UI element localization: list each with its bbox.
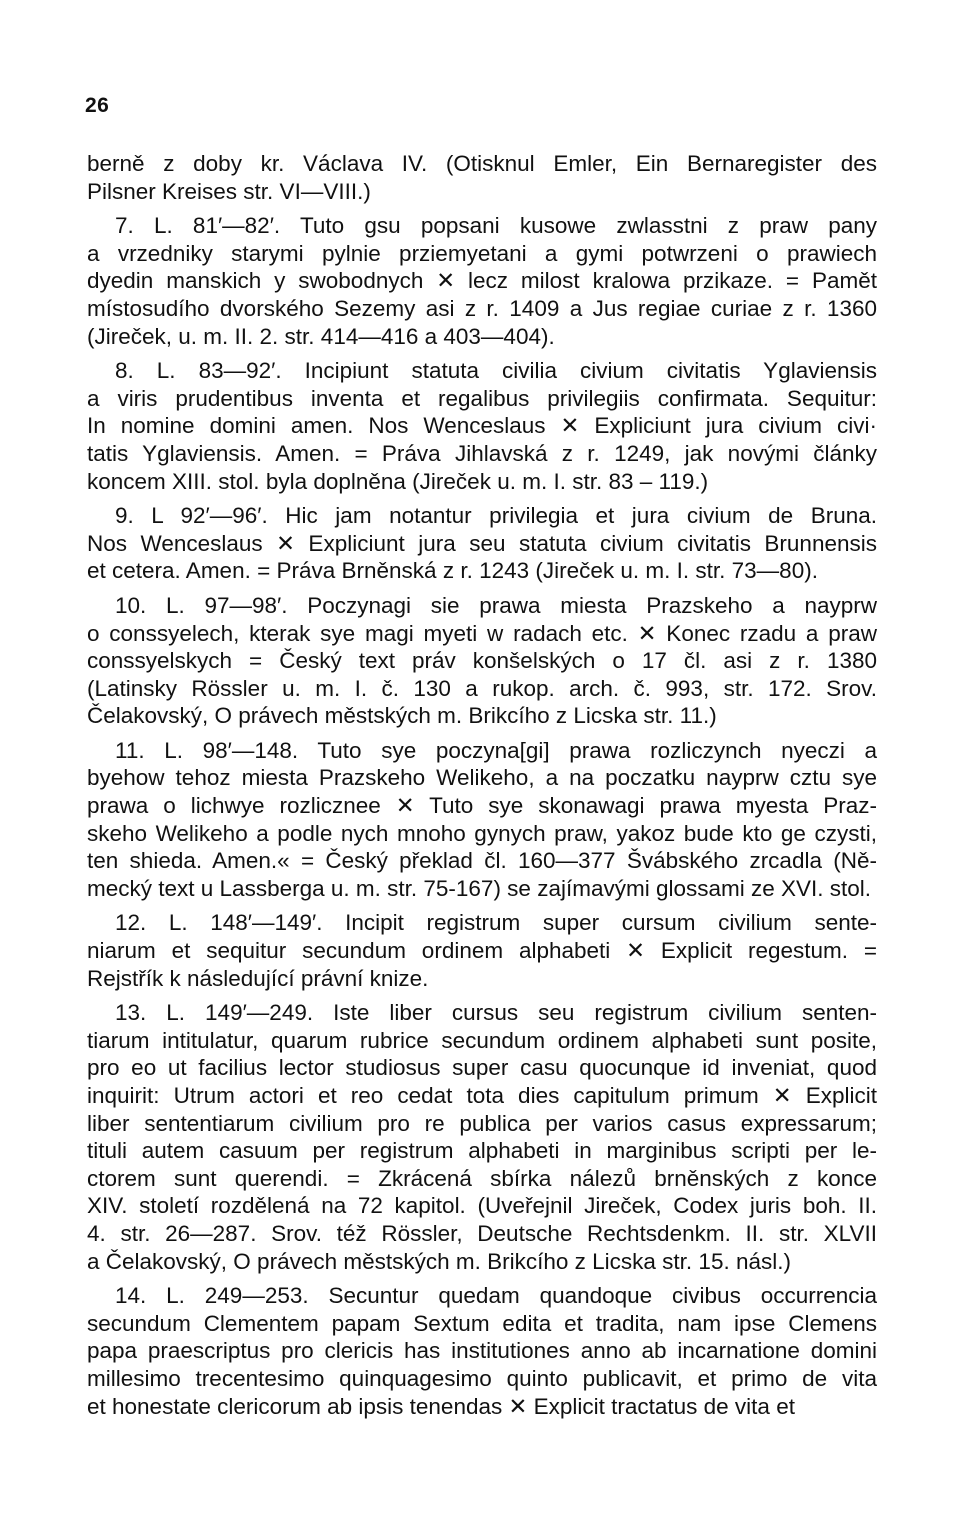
text-line: millesimo trecentesimo quinquagesimo quinto publicavit, et primo de vita [87, 1365, 877, 1391]
text-line: tatis Yglaviensis. Amen. = Práva Jihlavská z r. 1249, jak novými články [87, 440, 877, 466]
text-line: o conssyelech, kterak sye magi myeti w radach etc. ✕ Konec rzadu a praw [87, 620, 877, 646]
text-line: (Jireček, u. m. II. 2. str. 414—416 a 403—404). [87, 323, 555, 349]
text-line: ten shieda. Amen.« = Český překlad čl. 160—377 Švábského zrcadla (Ně- [87, 848, 877, 874]
text-line: papa praescriptus pro clericis has institutiones anno ab incarnatione domini [87, 1338, 877, 1364]
text-line: byehow tehoz miesta Prazskeho Welikeho, a na poczatku nayprw cztu sye [87, 765, 877, 791]
text-line: prawa o lichwye rozlicznee ✕ Tuto sye skonawagi prawa myesta Praz- [87, 793, 877, 819]
text-line: 11. L. 98′—148. Tuto sye poczyna[gi] prawa rozliczynch nyeczi a [115, 737, 877, 763]
text-line: a viris prudentibus inventa et regalibus privilegiis confirmata. Sequitur: [87, 385, 877, 411]
text-line: XIV. století rozdělená na 72 kapitol. (Uveřejnil Jireček, Codex juris boh. II. [87, 1193, 877, 1219]
text-line: a vrzedniky starymi pylnie prziemyetani a gymi potwrzeni o prawiech [87, 240, 877, 266]
text-line: (Latinsky Rössler u. m. I. č. 130 a rukop. arch. č. 993, str. 172. Srov. [87, 675, 877, 701]
text-line: tiarum intitulatur, quarum rubrice secundum ordinem alphabeti sunt posite, [87, 1027, 877, 1053]
text-line: 14. L. 249—253. Secuntur quedam quandoque civibus occurrencia [115, 1283, 877, 1309]
text-line: místosudího dvorského Sezemy asi z r. 1409 a Jus regiae curiae z r. 1360 [87, 295, 877, 321]
text-line: 12. L. 148′—149′. Incipit registrum super cursum civilium sente- [115, 910, 877, 936]
text-line: Čelakovský, O právech městských m. Brikcího z Licska str. 11.) [87, 703, 717, 729]
text-line: 10. L. 97—98′. Poczynagi sie prawa miesta Prazskeho a nayprw [115, 592, 877, 618]
page-number: 26 [85, 94, 110, 117]
text-line: et cetera. Amen. = Práva Brněnská z r. 1243 (Jireček u. m. I. str. 73—80). [87, 558, 818, 584]
text-line: mecký text u Lassberga u. m. str. 75-167) se zajímavými glossami ze XVI. stol. [87, 875, 872, 901]
text-line: Nos Wenceslaus ✕ Expliciunt jura seu statuta civium civitatis Brunnensis [87, 530, 877, 556]
paragraph [87, 150, 877, 205]
text-line: skeho Welikeho a podle nych mnoho gynych praw, yakoz bude kto ge czysti, [87, 820, 877, 846]
paragraph [87, 909, 877, 992]
paragraph [87, 737, 877, 903]
text-line: a Čelakovský, O právech městských m. Brikcího z Licska str. 15. násl.) [87, 1248, 791, 1274]
text-line: ctorem sunt querendi. = Zkrácená sbírka nálezů brněnských z konce [87, 1165, 877, 1191]
text-line: koncem XIII. stol. byla doplněna (Jireček u. m. I. str. 83 – 119.) [87, 468, 709, 494]
text-line: 7. L. 81′—82′. Tuto gsu popsani kusowe zwlasstni z praw pany [115, 213, 877, 239]
paragraph [87, 999, 877, 1275]
text-line: 4. str. 26—287. Srov. též Rössler, Deutsche Rechtsdenkm. II. str. XLVII [87, 1220, 877, 1246]
text-line: tituli autem casuum per registrum alphabeti in marginibus scripti per le- [87, 1138, 877, 1164]
paragraph [87, 1282, 877, 1420]
text-line: secundum Clementem papam Sextum edita et tradita, nam ipse Clemens [87, 1310, 877, 1336]
paragraph [87, 592, 877, 730]
paragraph [87, 502, 877, 585]
text-line: berně z doby kr. Václava IV. (Otisknul Emler, Ein Bernaregister des [87, 151, 877, 176]
paragraph [87, 357, 877, 495]
text-line: dyedin manskich y swobodnych ✕ lecz milost kralowa przikaze. = Pamět [87, 268, 877, 294]
text-line: Pilsner Kreises str. VI—VIII.) [87, 178, 371, 204]
text-line: pro eo ut facilius lector studiosus super casu quocunque id inveniat, quod [87, 1055, 877, 1081]
text-line: 13. L. 149′—249. Iste liber cursus seu registrum civilium senten- [115, 1000, 877, 1026]
text-line: et honestate clericorum ab ipsis tenendas ✕ Explicit tractatus de vita et [87, 1393, 795, 1419]
paragraph [87, 212, 877, 350]
text-body [87, 150, 877, 1427]
text-line: niarum et sequitur secundum ordinem alphabeti ✕ Explicit regestum. = [87, 938, 877, 964]
text-line: liber sententiarum civilium pro re publica per varios casus expressarum; [87, 1110, 877, 1136]
text-line: conssyelskych = Český text práv konšelských o 17 čl. asi z r. 1380 [87, 648, 877, 674]
text-line: Rejstřík k následující právní knize. [87, 965, 429, 991]
text-line: In nomine domini amen. Nos Wenceslaus ✕ Expliciunt jura civium civi· [87, 413, 877, 439]
text-line: 8. L. 83—92′. Incipiunt statuta civilia civium civitatis Yglaviensis [115, 358, 877, 384]
text-line: 9. L 92′—96′. Hic jam notantur privilegia et jura civium de Bruna. [115, 503, 877, 529]
text-line: inquirit: Utrum actori et reo cedat tota dies capitulum primum ✕ Explicit [87, 1083, 877, 1108]
